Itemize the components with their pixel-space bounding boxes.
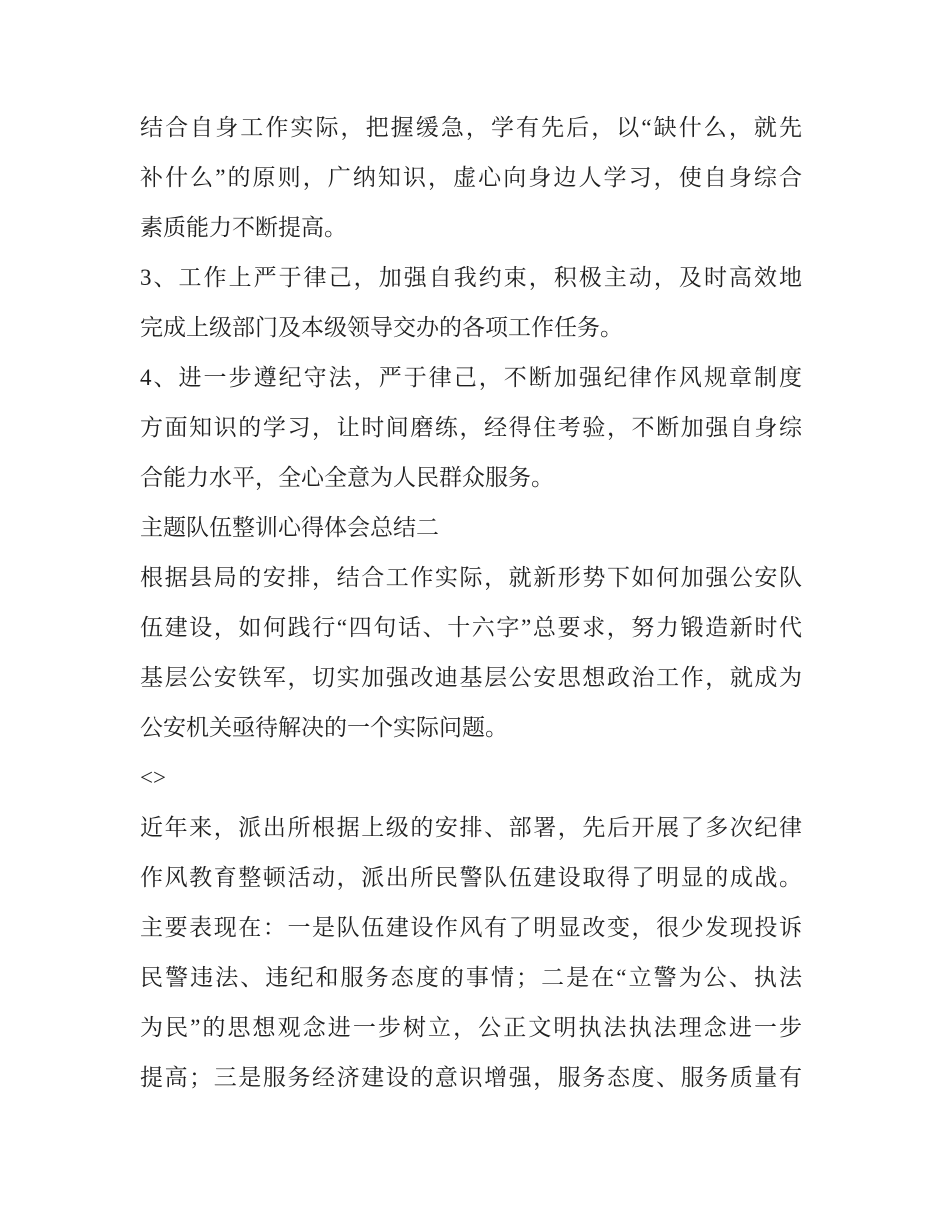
text-line: 基层公安铁军，切实加强改迪基层公安思想政治工作，就成为 [140,665,802,690]
text-line: 公安机关亟待解决的一个实际问题。 [140,715,508,740]
text-line: 方面知识的学习，让时间磨练，经得住考验，不断加强自身综 [140,415,802,440]
text-line: 民警违法、违纪和服务态度的事情；二是在“立警为公、执法 [140,965,802,990]
text-line: 为民”的思想观念进一步树立，公正文明执法执法理念进一步 [140,1015,802,1040]
text-line: 结合自身工作实际，把握缓急，学有先后，以“缺什么，就先 [140,115,802,140]
text-line: 素质能力不断提高。 [140,215,347,240]
text-line: 伍建设，如何践行“四句话、十六字”总要求，努力锻造新时代 [140,615,802,640]
text-line: 作风教育整顿活动，派出所民警队伍建设取得了明显的成战。 [140,865,802,890]
text-line: 主题队伍整训心得体会总结二 [140,515,439,540]
text-line: 根据县局的安排，结合工作实际，就新形势下如何加强公安队 [140,565,802,590]
text-line: <> [140,765,166,790]
text-line: 提高；三是服务经济建设的意识增强，服务态度、服务质量有 [140,1065,802,1090]
text-line: 主要表现在：一是队伍建设作风有了明显改变，很少发现投诉 [140,915,802,940]
text-line: 补什么”的原则，广纳知识，虚心向身边人学习，使自身综合 [140,165,802,190]
text-line: 合能力水平，全心全意为人民群众服务。 [140,465,554,490]
text-line: 4、进一步遵纪守法，严于律己，不断加强纪律作风规章制度 [140,365,802,390]
text-line: 近年来，派出所根据上级的安排、部署，先后开展了多次纪律 [140,815,802,840]
text-line: 完成上级部门及本级领导交办的各项工作任务。 [140,315,623,340]
document-text-block [140,103,802,1103]
text-line: 3、工作上严于律己，加强自我约束，积极主动，及时高效地 [140,265,802,290]
